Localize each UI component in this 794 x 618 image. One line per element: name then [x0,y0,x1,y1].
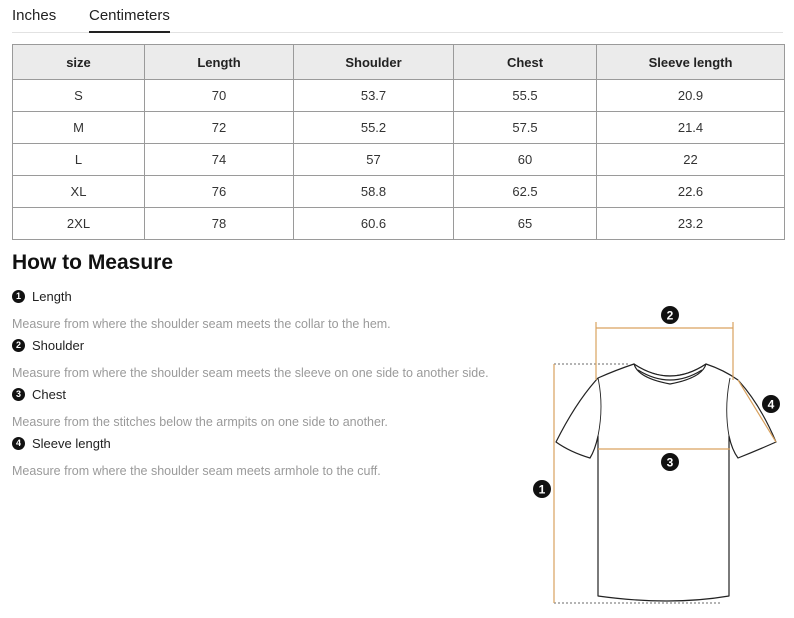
marker-2-icon [661,306,679,324]
tshirt-measurement-diagram [520,296,794,618]
header-sleeve-length: Sleeve length [597,45,785,80]
table-row [13,144,785,176]
marker-4-icon [762,395,780,413]
table-cell: 20.9 [597,80,785,112]
table-cell: 22.6 [597,176,785,208]
table-cell: 58.8 [294,176,454,208]
size-chart-table [12,44,785,240]
table-cell: S [13,80,145,112]
unit-tabs [12,0,783,33]
header-length: Length [145,45,294,80]
measure-item-chest [12,385,512,429]
tshirt-icon [520,296,794,618]
table-cell: 70 [145,80,294,112]
table-cell: 57.5 [454,112,597,144]
table-cell: 53.7 [294,80,454,112]
tab-inches[interactable]: Inches [12,7,57,24]
number-badge-icon: 1 [12,290,25,303]
measure-description: Measure from where the shoulder seam meets the sleeve on one side to another side. [12,366,489,380]
table-cell: 55.2 [294,112,454,144]
tab-centimeters[interactable]: Centimeters [89,6,170,33]
svg-text:4: 4 [767,397,775,412]
measure-item-length [12,287,512,331]
table-row [13,80,785,112]
table-cell: 57 [294,144,454,176]
table-cell: 76 [145,176,294,208]
measure-description: Measure from where the shoulder seam meets armhole to the cuff. [12,464,381,478]
how-to-measure-title: How to Measure [12,251,174,274]
measure-name: Shoulder [32,337,85,353]
measure-description: Measure from the stitches below the armpits on one side to another. [12,415,388,429]
table-cell: 72 [145,112,294,144]
number-badge-icon: 2 [12,339,25,352]
table-cell: XL [13,176,145,208]
table-header-row [13,45,785,80]
header-chest: Chest [454,45,597,80]
marker-1-icon [533,480,551,498]
measure-description: Measure from where the shoulder seam meets the collar to the hem. [12,317,391,331]
table-row [13,208,785,240]
table-cell: 2XL [13,208,145,240]
table-cell: 62.5 [454,176,597,208]
header-size: size [13,45,145,80]
table-cell: 22 [597,144,785,176]
table-cell: 60.6 [294,208,454,240]
table-cell: M [13,112,145,144]
header-shoulder: Shoulder [294,45,454,80]
table-cell: 60 [454,144,597,176]
svg-text:3: 3 [666,455,674,470]
measure-item-shoulder [12,336,512,380]
table-cell: L [13,144,145,176]
table-cell: 74 [145,144,294,176]
number-badge-icon: 4 [12,437,25,450]
table-cell: 65 [454,208,597,240]
number-badge-icon: 3 [12,388,25,401]
measure-name: Chest [32,386,66,402]
table-cell: 23.2 [597,208,785,240]
svg-text:2: 2 [666,308,674,323]
table-cell: 78 [145,208,294,240]
measure-name: Sleeve length [32,435,111,451]
svg-text:1: 1 [538,482,546,497]
table-row [13,176,785,208]
table-row [13,112,785,144]
measure-item-sleeve-length [12,434,512,478]
marker-3-icon [661,453,679,471]
table-cell: 21.4 [597,112,785,144]
table-cell: 55.5 [454,80,597,112]
measure-name: Length [32,288,72,304]
